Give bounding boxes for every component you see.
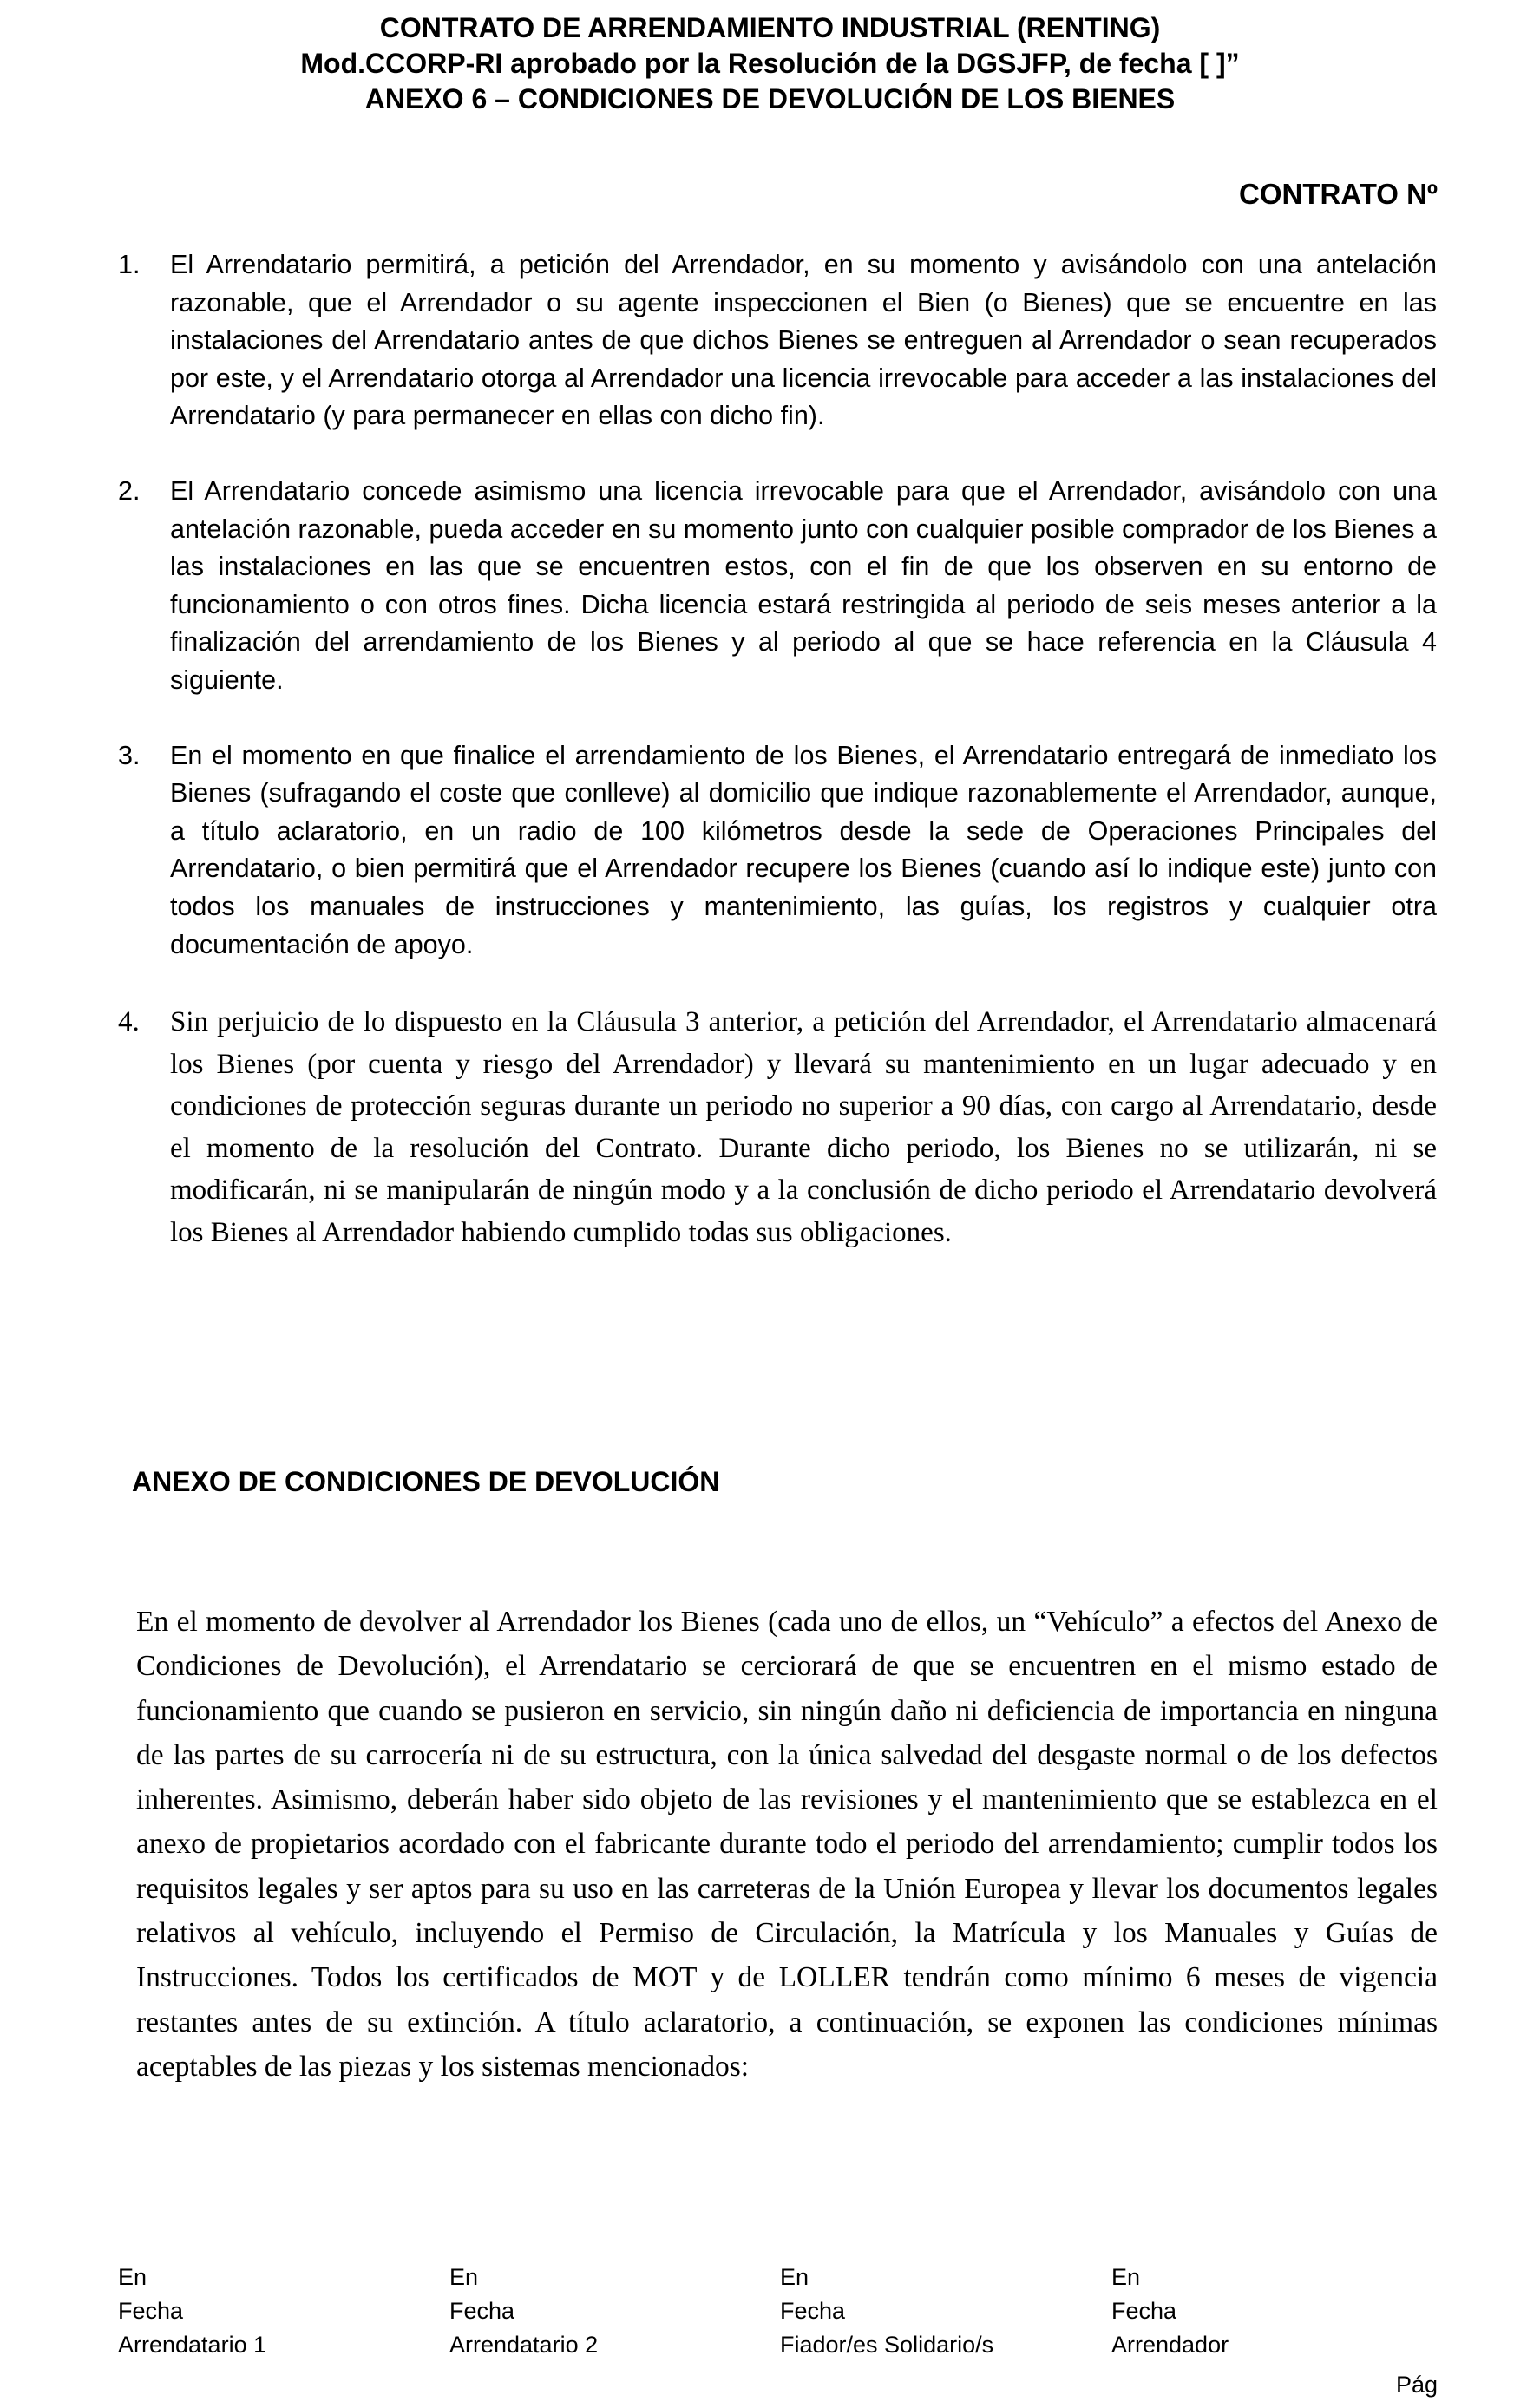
signature-place-label: En xyxy=(449,2264,479,2290)
clause-text: En el momento en que finalice el arrendamiento de los Bienes, el Arrendatario entregará de inmediato los Bienes (sufragando el coste que conlleve) al domicilio que indique razonablemente el Arrendador, aunque, a título aclaratorio, en un radio de 100 kilómetros desde la sede de Operaciones Principales del Arrendatario, o bien permitirá que el Arrendador recupere los Bienes (cuando así lo indique este) junto con todos los manuales de instrucciones y mantenimiento, las guías, los registros y cualquier otra documentación de apoyo. xyxy=(170,740,1437,959)
signature-party-label: Arrendador xyxy=(1111,2332,1229,2358)
header-model-reference: Mod.CCORP-RI aprobado por la Resolución de la DGSJFP, de fecha [ ]” xyxy=(300,48,1240,79)
clause-item xyxy=(118,737,1437,965)
page-number-label: Pág xyxy=(1395,2372,1438,2398)
header-title: CONTRATO DE ARRENDAMIENTO INDUSTRIAL (RENTING) xyxy=(379,12,1161,43)
clause-item xyxy=(118,246,1437,435)
signature-date-label: Fecha xyxy=(449,2298,515,2324)
clause-list xyxy=(118,246,1437,1291)
signature-date-label: Fecha xyxy=(118,2298,184,2324)
signature-date-label: Fecha xyxy=(780,2298,846,2324)
signature-block-lessor xyxy=(1111,2261,1229,2362)
annex-body-text: En el momento de devolver al Arrendador los Bienes (cada uno de ellos, un “Vehículo” a efectos del Anexo de Condiciones de Devolución), el Arrendatario se cerciorará de que se encuentren en el mismo estado de funcionamiento que cuando se pusieron en servicio, sin ningún daño ni deficiencia de importancia en ninguna de las partes de su carrocería ni de su estructura, con la única salvedad del desgaste normal o de los defectos inherentes. Asimismo, deberán haber sido objeto de las revisiones y el mantenimiento que se establezca en el anexo de propietarios acordado con el fabricante durante todo el periodo del arrendamiento; cumplir todos los requisitos legales y ser aptos para su uso en las carreteras de la Unión Europea y llevar los documentos legales relativos al vehículo, incluyendo el Permiso de Circulación, la Matrícula y los Manuales y Guías de Instrucciones. Todos los certificados de MOT y de LOLLER tendrán como mínimo 6 meses de vigencia restantes antes de su extinción. A título aclaratorio, a continuación, se exponen las condiciones mínimas aceptables de las piezas y los sistemas mencionados: xyxy=(136,1606,1438,2083)
signature-place-label: En xyxy=(1111,2264,1141,2290)
signature-block-tenant-1 xyxy=(118,2261,266,2362)
signature-block-guarantors xyxy=(780,2261,993,2362)
contract-number-label: CONTRATO Nº xyxy=(1239,178,1438,210)
clause-number: 2. xyxy=(118,475,141,506)
signature-party-label: Arrendatario 2 xyxy=(449,2332,599,2358)
signature-place-label: En xyxy=(780,2264,809,2290)
signature-block-tenant-2 xyxy=(449,2261,598,2362)
signature-place-label: En xyxy=(118,2264,147,2290)
signature-party-label: Arrendatario 1 xyxy=(118,2332,267,2358)
header-annex-title: ANEXO 6 – CONDICIONES DE DEVOLUCIÓN DE LOS BIENES xyxy=(364,83,1176,115)
clause-number: 4. xyxy=(118,1006,140,1038)
clause-item xyxy=(118,1001,1437,1253)
document-header xyxy=(0,10,1540,117)
clause-text: Sin perjuicio de lo dispuesto en la Cláusula 3 anterior, a petición del Arrendador, el Arrendatario almacenará los Bienes (por cuenta y riesgo del Arrendador) y llevará su mantenimiento en un lugar adecuado y en condiciones de protección seguras durante un periodo no superior a 90 días, con cargo al Arrendatario, desde el momento de la resolución del Contrato. Durante dicho periodo, los Bienes no se utilizarán, ni se modificarán, ni se manipularán de ningún modo y a la conclusión de dicho periodo el Arrendatario devolverá los Bienes al Arrendador habiendo cumplido todas sus obligaciones. xyxy=(170,1006,1437,1248)
clause-text: El Arrendatario concede asimismo una licencia irrevocable para que el Arrendador, avisándolo con una antelación razonable, pueda acceder en su momento junto con cualquier posible comprador de los Bienes a las instalaciones en las que se encuentren estos, con el fin de que los observen en su entorno de funcionamiento o con otros fines. Dicha licencia estará restringida al periodo de seis meses anterior a la finalización del arrendamiento de los Bienes y al periodo al que se hace referencia en la Cláusula 4 siguiente. xyxy=(170,475,1437,695)
clause-number: 1. xyxy=(118,250,141,279)
clause-text: El Arrendatario permitirá, a petición del Arrendador, en su momento y avisándolo con una antelación razonable, que el Arrendador o su agente inspeccionen el Bien (o Bienes) que se encuentre en las instalaciones del Arrendatario antes de que dichos Bienes se entreguen al Arrendador o sean recuperados por este, y el Arrendatario otorga al Arrendador una licencia irrevocable para acceder a las instalaciones del Arrendatario (y para permanecer en ellas con dicho fin). xyxy=(170,250,1437,431)
annex-title: ANEXO DE CONDICIONES DE DEVOLUCIÓN xyxy=(132,1466,720,1497)
signature-party-label: Fiador/es Solidario/s xyxy=(780,2332,994,2358)
clause-item xyxy=(118,473,1437,700)
clause-number: 3. xyxy=(118,740,141,770)
signature-date-label: Fecha xyxy=(1111,2298,1177,2324)
